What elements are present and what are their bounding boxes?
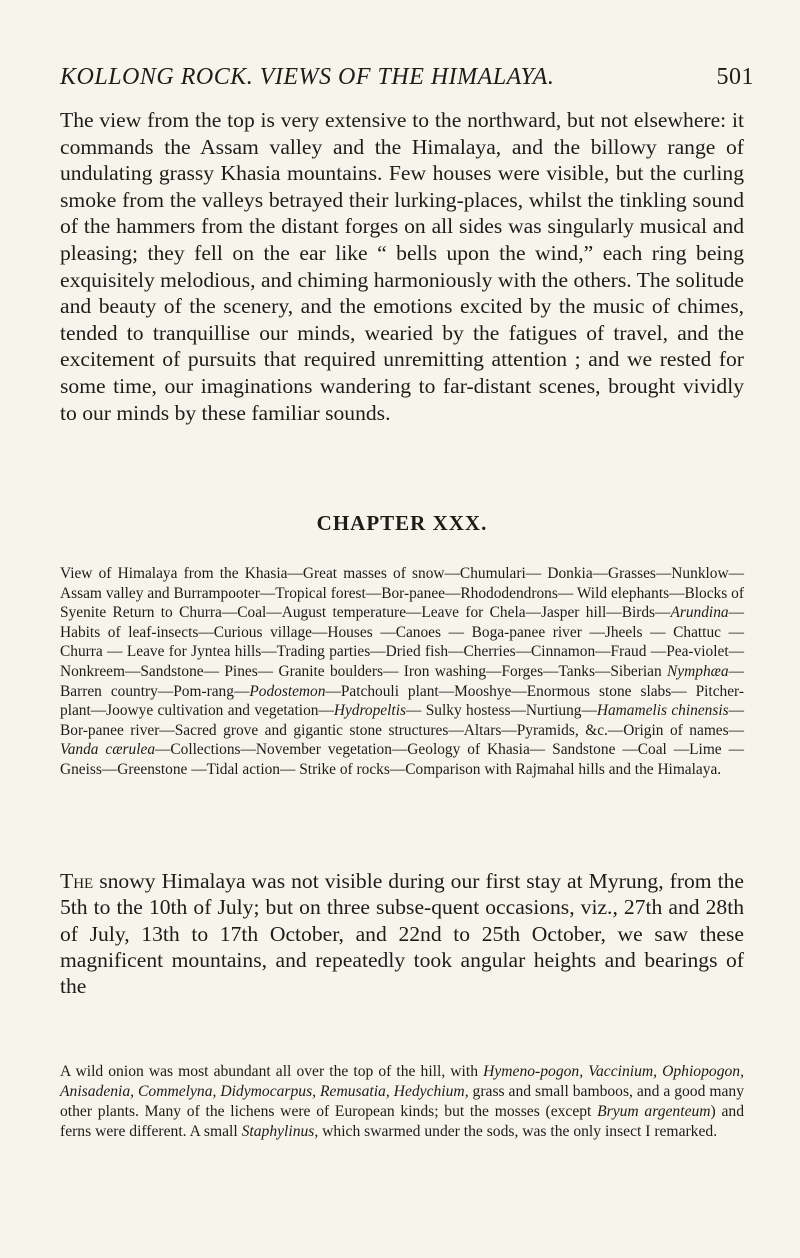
footnote-italic-term: Bryum argenteum: [597, 1103, 711, 1120]
synopsis-text: —Bor-panee river—Sacred grove and gigantic stone structures—Altars—Pyramids, &c.—Origin of names—: [60, 702, 745, 739]
synopsis-italic-term: Vanda cærulea: [60, 741, 156, 759]
page-number: 501: [716, 64, 754, 90]
footnote: [60, 1062, 744, 1142]
synopsis-italic-term: Podostemon: [249, 682, 326, 700]
footnote-text: which swarmed under the sods, was the only insect I remarked.: [318, 1123, 718, 1140]
synopsis-text: — Sulky hostess—Nurtiung—: [405, 702, 597, 720]
synopsis-text: —Patchouli plant—Mooshye—Enormous stone slabs— Pitcher-plant—Joowye cultivation and vegetation—: [60, 682, 744, 720]
synopsis-text: — Barren country—Pom-rang—: [60, 662, 744, 700]
synopsis-italic-term: Nymphæa: [667, 662, 729, 680]
footnote-text: A wild onion was most abundant all over the top of the hill, with: [60, 1063, 484, 1080]
synopsis-italic-term: Hydropeltis: [333, 702, 406, 720]
running-head: [60, 64, 754, 96]
footnote-italic-term: Hymeno-pogon, Vaccinium, Ophiopogon, Anisadenia, Commelyna, Didymocarpus, Remusatia, Hedychium,: [60, 1063, 744, 1100]
body-paragraph-2: [60, 868, 744, 999]
chapter-heading: CHAPTER XXX.: [316, 511, 488, 535]
synopsis-italic-term: Hamamelis chinensis: [596, 702, 729, 720]
synopsis-text: —Collections—November vegetation—Geology of Khasia— Sandstone —Coal —Lime — Gneiss—Greenstone —Tidal action— Strike of rocks—Comparison with Rajmahal hills and the Himalaya.: [60, 741, 744, 778]
footnote-text: grass and small bamboos, and a good many other plants. Many of the lichens were of European kinds; but the mosses (except: [60, 1083, 744, 1120]
synopsis-text: —Habits of leaf-insects—Curious village—Houses —Canoes — Boga-panee river —Jheels — Chattuc — Churra — Leave for Jyntea hills—Trading parties—Dried fish—Cherries—Cinnamon—Fraud —Pea-violet— Nonkreem—Sandstone— Pines— Granite boulders— Iron washing—Forges—Tanks—Siberian: [60, 604, 744, 680]
synopsis-italic-term: Arundina: [670, 604, 729, 622]
footnote-text: ) and ferns were different. A small: [60, 1103, 744, 1140]
body-paragraph-1: The view from the top is very extensive to the northward, but not elsewhere: it commands the Assam valley and the Himalaya, and the billowy range of undulating grassy Khasia mountains. Few houses were visible, but the curling smoke from the valleys betrayed their lurking-places, whilst the tinkling sound of the hammers from the distant forges on all sides was singularly musical and pleasing; they fell on the ear like “ bells upon the wind,” each ring being exquisitely melodious, and chiming harmoniously with the others. The solitude and beauty of the scenery, and the emotions excited by the music of chimes, tended to tranquillise our minds, wearied by the fatigues of travel, and the excitement of pursuits that required unremitting attention ; and we rested for some time, our imaginations wandering to far-distant scenes, brought vividly to our minds by these familiar sounds.: [60, 108, 744, 425]
footnote-italic-term: Staphylinus,: [241, 1123, 319, 1140]
chapter-synopsis: [60, 564, 744, 780]
synopsis-text: View of Himalaya from the Khasia—Great masses of snow—Chumulari— Donkia—Grasses—Nunklow—Assam valley and Burrampooter—Tropical forest—Bor-panee—Rhododendrons— Wild elephants—Blocks of Syenite Return to Churra—Coal—August temperature—Leave for Chela—Jasper hill—Birds—: [60, 565, 744, 622]
paragraph-text: snowy Himalaya was not visible during our first stay at Myrung, from the 5th to the 10th of July; but on three subse-quent occasions, viz., 27th and 28th of July, 13th to 17th October, and 22nd to 25th October, we saw these magnificent mountains, and repeatedly took angular heights and bearings of the: [60, 869, 744, 999]
running-head-title: KOLLONG ROCK. VIEWS OF THE HIMALAYA.: [60, 64, 555, 90]
paragraph-opening-word: The: [60, 869, 94, 893]
